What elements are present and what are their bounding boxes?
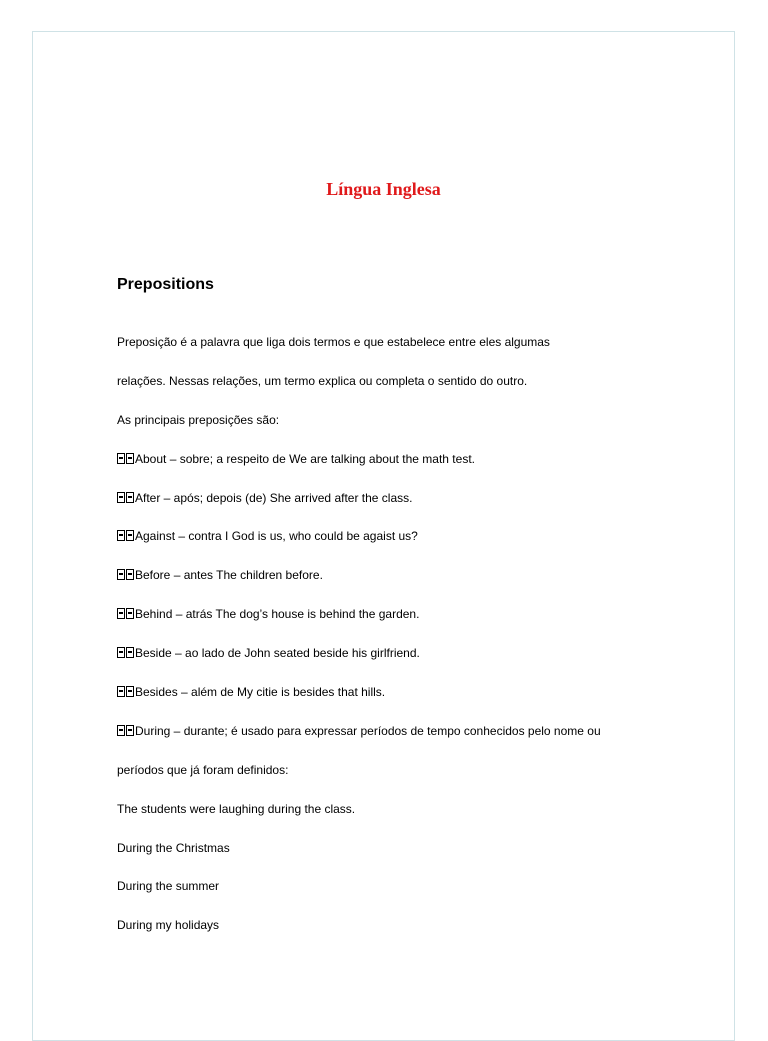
list-item-text: During – durante; é usado para expressar períodos de tempo conhecidos pelo nome ou <box>135 723 601 738</box>
missing-glyph-box-icon <box>117 569 125 580</box>
list-item-text: Against – contra I God is us, who could be agaist us? <box>135 529 418 544</box>
list-item <box>117 673 717 712</box>
section-heading: Prepositions <box>117 276 214 293</box>
list-item-text: Beside – ao lado de John seated beside his girlfriend. <box>135 646 420 661</box>
list-item-text: After – após; depois (de) She arrived after the class. <box>135 490 413 505</box>
missing-glyph-box-icon <box>117 530 125 541</box>
missing-glyph-box-icon <box>117 453 125 464</box>
list-item <box>117 595 717 634</box>
list-item-text: Before – antes The children before. <box>135 568 323 583</box>
document-page <box>32 31 735 1041</box>
list-item <box>117 440 717 479</box>
missing-glyph-box-icon <box>126 569 134 580</box>
list-item <box>117 634 717 673</box>
missing-glyph-box-icon <box>126 492 134 503</box>
missing-glyph-box-icon <box>126 686 134 697</box>
missing-glyph-box-icon <box>126 725 134 736</box>
intro-paragraph-line: relações. Nessas relações, um termo explica ou completa o sentido do outro. <box>117 373 528 388</box>
missing-glyph-box-icon <box>126 647 134 658</box>
example-sentence: The students were laughing during the class. <box>117 801 356 816</box>
list-item-text: Besides – além de My citie is besides that hills. <box>135 685 386 700</box>
missing-glyph-box-icon <box>117 492 125 503</box>
paragraph-line: períodos que já foram definidos: <box>117 762 289 777</box>
list-item-text: Behind – atrás The dog’s house is behind the garden. <box>135 607 420 622</box>
missing-glyph-box-icon <box>117 647 125 658</box>
list-item <box>117 556 717 595</box>
missing-glyph-box-icon <box>126 453 134 464</box>
list-item <box>117 517 717 556</box>
document-body <box>117 323 717 945</box>
example-phrase: During the Christmas <box>117 840 230 855</box>
document-title: Língua Inglesa <box>326 179 441 199</box>
intro-list-lead: As principais preposições são: <box>117 412 280 427</box>
missing-glyph-box-icon <box>117 608 125 619</box>
missing-glyph-box-icon <box>126 608 134 619</box>
list-item-text: About – sobre; a respeito de We are talking about the math test. <box>135 451 475 466</box>
intro-paragraph-line: Preposição é a palavra que liga dois termos e que estabelece entre eles algumas <box>117 335 550 349</box>
list-item <box>117 712 717 751</box>
example-phrase: During my holidays <box>117 918 220 933</box>
missing-glyph-box-icon <box>117 686 125 697</box>
example-phrase: During the summer <box>117 879 220 894</box>
list-item <box>117 479 717 518</box>
missing-glyph-box-icon <box>117 725 125 736</box>
missing-glyph-box-icon <box>126 530 134 541</box>
